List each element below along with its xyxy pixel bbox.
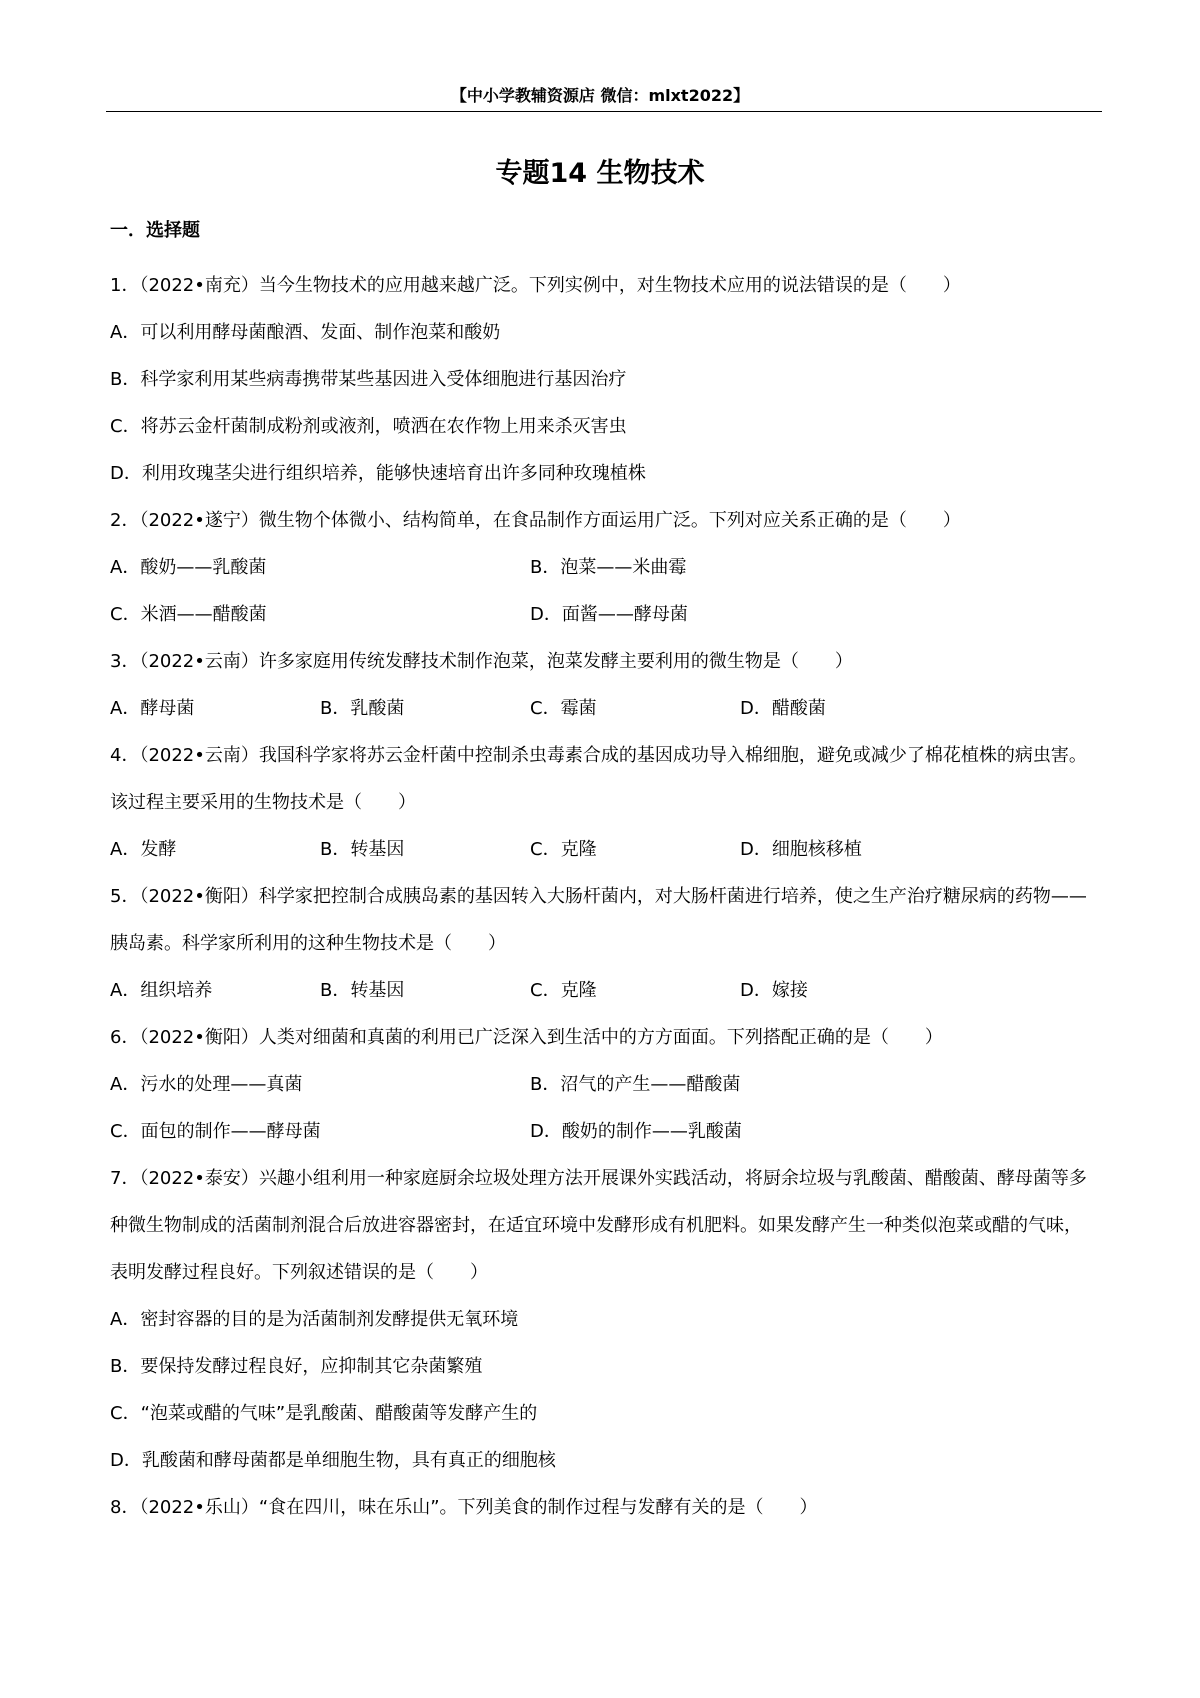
section-heading: 一．选择题 [110,220,200,241]
option-b: B．要保持发酵过程良好，应抑制其它杂菌繁殖 [110,1356,483,1377]
question-2 [110,497,1090,638]
question-7 [110,1155,1090,1484]
option-c: C．克隆 [530,839,597,860]
question-stem: 2．（2022•遂宁）微生物个体微小、结构简单，在食品制作方面运用广泛。下列对应关系正确的是（ ） [110,510,961,531]
option-row [110,685,1090,732]
option-b: B．转基因 [320,980,405,1001]
question-1 [110,262,1090,497]
option-a: A．酸奶——乳酸菌 [110,557,267,578]
option-row [110,544,1090,591]
option-b: B．沼气的产生——醋酸菌 [530,1074,741,1095]
question-stem: 4．（2022•云南）我国科学家将苏云金杆菌中控制杀虫毒素合成的基因成功导入棉细胞，避免或减少了棉花植株的病虫害。该过程主要采用的生物技术是（ ） [110,745,1087,813]
option-c: C．“泡菜或醋的气味”是乳酸菌、醋酸菌等发酵产生的 [110,1403,538,1424]
header-divider [106,111,1102,112]
option-row [110,591,1090,638]
question-stem: 1．（2022•南充）当今生物技术的应用越来越广泛。下列实例中，对生物技术应用的说法错误的是（ ） [110,275,961,296]
option-b: B．科学家利用某些病毒携带某些基因进入受体细胞进行基因治疗 [110,369,627,390]
question-stem: 3．（2022•云南）许多家庭用传统发酵技术制作泡菜，泡菜发酵主要利用的微生物是（ ） [110,651,853,672]
option-row [110,1061,1090,1108]
question-stem: 7．（2022•泰安）兴趣小组利用一种家庭厨余垃圾处理方法开展课外实践活动，将厨余垃圾与乳酸菌、醋酸菌、酵母菌等多种微生物制成的活菌制剂混合后放进容器密封，在适宜环境中发酵形成有机肥料。如果发酵产生一种类似泡菜或醋的气味，表明发酵过程良好。下列叙述错误的是（ ） [110,1168,1087,1283]
option-row [110,967,1090,1014]
question-stem: 8．（2022•乐山）“食在四川，味在乐山”。下列美食的制作过程与发酵有关的是（ ） [110,1497,818,1518]
option-c: C．米酒——醋酸菌 [110,604,267,625]
option-a: A．密封容器的目的是为活菌制剂发酵提供无氧环境 [110,1309,519,1330]
option-d: D．乳酸菌和酵母菌都是单细胞生物，具有真正的细胞核 [110,1450,556,1471]
option-a: A．发酵 [110,839,177,860]
option-d: D．嫁接 [740,980,808,1001]
option-d: D．利用玫瑰茎尖进行组织培养，能够快速培育出许多同种玫瑰植株 [110,463,646,484]
question-8 [110,1484,1090,1531]
question-stem: 6．（2022•衡阳）人类对细菌和真菌的利用已广泛深入到生活中的方方面面。下列搭配正确的是（ ） [110,1027,943,1048]
question-list [110,262,1090,1531]
option-c: C．霉菌 [530,698,597,719]
question-3 [110,638,1090,732]
question-5 [110,873,1090,1014]
page-header: 【中小学教辅资源店 微信：mlxt2022】 [450,86,750,105]
option-d: D．醋酸菌 [740,698,826,719]
option-row [110,826,1090,873]
question-stem: 5．（2022•衡阳）科学家把控制合成胰岛素的基因转入大肠杆菌内，对大肠杆菌进行培养，使之生产治疗糖尿病的药物——胰岛素。科学家所利用的这种生物技术是（ ） [110,886,1087,954]
option-d: D．面酱——酵母菌 [530,604,688,625]
option-c: C．将苏云金杆菌制成粉剂或液剂，喷洒在农作物上用来杀灭害虫 [110,416,627,437]
option-a: A．可以利用酵母菌酿酒、发面、制作泡菜和酸奶 [110,322,501,343]
question-4 [110,732,1090,873]
option-b: B．泡菜——米曲霉 [530,557,687,578]
option-b: B．乳酸菌 [320,698,405,719]
option-a: A．污水的处理——真菌 [110,1074,303,1095]
option-d: D．细胞核移植 [740,839,862,860]
option-b: B．转基因 [320,839,405,860]
question-6 [110,1014,1090,1155]
option-a: A．酵母菌 [110,698,195,719]
option-c: C．面包的制作——酵母菌 [110,1121,321,1142]
option-row [110,1108,1090,1155]
document-title: 专题14 生物技术 [495,158,705,189]
option-d: D．酸奶的制作——乳酸菌 [530,1121,742,1142]
option-c: C．克隆 [530,980,597,1001]
option-a: A．组织培养 [110,980,213,1001]
